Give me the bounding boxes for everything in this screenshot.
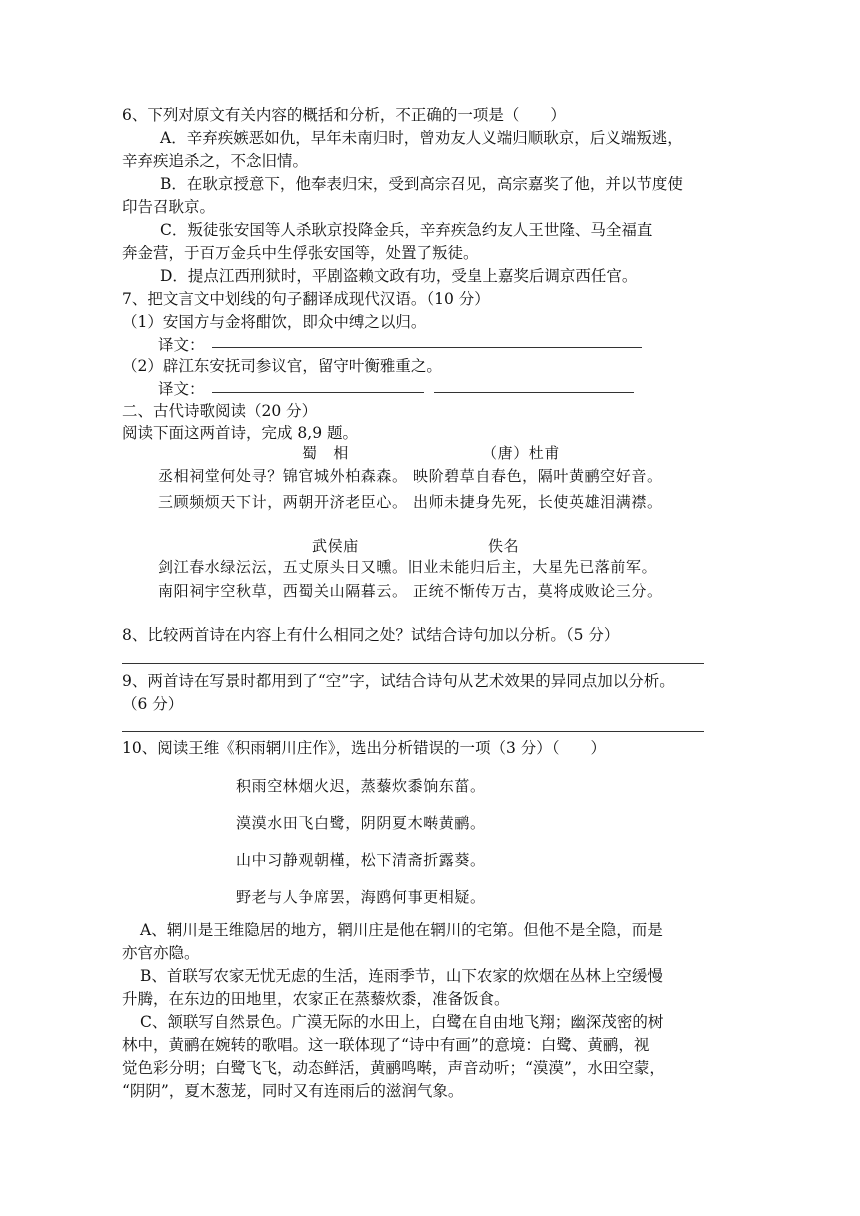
q6-option-a-line2: 辛弃疾追杀之，不念旧情。 xyxy=(122,152,309,170)
poem2-title: 武侯庙 xyxy=(312,537,359,555)
q6-option-b-line2: 印告召耿京。 xyxy=(122,198,216,216)
q7-sentence-2: （2）辟江东安抚司参议官，留守叶衡雅重之。 xyxy=(122,357,442,375)
q6-option-a-line1: A．辛弃疾嫉恶如仇，早年未南归时，曾劝友人义端归顺耿京，后义端叛逃， xyxy=(160,129,683,147)
q10-stem: 10、阅读王维《积雨辋川庄作》，选出分析错误的一项（3 分）（ ） xyxy=(122,739,607,757)
q9-stem-line2: （6 分） xyxy=(122,695,184,713)
poem1-title: 蜀 相 xyxy=(302,444,349,462)
q10-poem-line-1: 积雨空林烟火迟，蒸藜炊黍饷东菑。 xyxy=(236,777,486,795)
q10-option-c-line2: 林中，黄鹂在婉转的歌唱。这一联体现了“诗中有画”的意境：白鹭、黄鹂，视 xyxy=(122,1036,650,1054)
q6-option-d: D．提点江西刑狱时，平剧盗赖文政有功，受皇上嘉奖后调京西任官。 xyxy=(160,267,638,285)
q8-answer-line xyxy=(122,663,704,664)
q6-option-c-line1: C．叛徒张安国等人杀耿京投降金兵，辛弃疾急约友人王世隆、马全福直 xyxy=(160,221,653,239)
q7-answer-line-2a xyxy=(212,392,424,393)
poem2-line-1: 剑江春水绿沄沄，五丈原头日又曛。旧业未能归后主，大星先已落前军。 xyxy=(158,558,658,576)
q7-stem: 7、把文言文中划线的句子翻译成现代汉语。（10 分） xyxy=(122,290,490,308)
q8-stem: 8、比较两首诗在内容上有什么相同之处？试结合诗句加以分析。（5 分） xyxy=(122,626,620,644)
poem1-line-1: 丞相祠堂何处寻？锦官城外柏森森。 映阶碧草自春色，隔叶黄鹂空好音。 xyxy=(158,467,663,485)
q10-poem-line-3: 山中习静观朝槿，松下清斋折露葵。 xyxy=(236,851,486,869)
q10-option-a-line2: 亦官亦隐。 xyxy=(122,944,200,962)
q7-sentence-1: （1）安国方与金将酣饮，即众中缚之以归。 xyxy=(122,313,427,331)
q7-answer-line-1 xyxy=(212,347,642,348)
poem1-line-2: 三顾频烦天下计，两朝开济老臣心。 出师未捷身先死，长使英雄泪满襟。 xyxy=(158,493,663,511)
q6-option-b-line1: B．在耿京授意下，他奉表归宋，受到高宗召见，高宗嘉奖了他，并以节度使 xyxy=(160,175,683,193)
q10-option-b-line1: B、首联写农家无忧无虑的生活，连雨季节，山下农家的炊烟在丛林上空缓慢 xyxy=(140,967,663,985)
poem1-author: （唐）杜甫 xyxy=(482,444,561,462)
poem2-author: 佚名 xyxy=(488,537,520,555)
q10-poem-line-2: 漠漠水田飞白鹭，阴阴夏木啭黄鹂。 xyxy=(236,814,486,832)
section2-intro: 阅读下面这两首诗，完成 8,9 题。 xyxy=(122,424,359,442)
q10-option-c-line3: 觉色彩分明；白鹭飞飞，动态鲜活，黄鹂鸣啭，声音动听；“漠漠”，水田空蒙， xyxy=(122,1059,665,1077)
q7-translation-label-1: 译文： xyxy=(158,336,205,354)
q6-stem: 6、下列对原文有关内容的概括和分析，不正确的一项是（ ） xyxy=(122,106,566,124)
q9-stem-line1: 9、两首诗在写景时都用到了“空”字，试结合诗句从艺术效果的异同点加以分析。 xyxy=(122,672,675,690)
q9-answer-line xyxy=(122,731,704,732)
q10-option-c-line1: C、颔联写自然景色。广漠无际的水田上，白鹭在自由地飞翔；幽深茂密的树 xyxy=(140,1013,664,1031)
q10-option-a-line1: A、辋川是王维隐居的地方，辋川庄是他在辋川的宅第。但他不是全隐，而是 xyxy=(140,921,663,939)
q6-option-c-line2: 奔金营，于百万金兵中生俘张安国等，处置了叛徒。 xyxy=(122,244,479,262)
q7-translation-label-2: 译文： xyxy=(158,380,205,398)
q10-option-c-line4: “阴阴”，夏木葱茏，同时又有连雨后的滋润气象。 xyxy=(122,1082,464,1100)
poem2-line-2: 南阳祠宇空秋草，西蜀关山隔暮云。 正统不惭传万古，莫将成败论三分。 xyxy=(158,582,663,600)
q10-poem-line-4: 野老与人争席罢，海鸥何事更相疑。 xyxy=(236,888,486,906)
q10-option-b-line2: 升腾，在东边的田地里，农家正在蒸藜炊黍，准备饭食。 xyxy=(122,990,510,1008)
section2-heading: 二、古代诗歌阅读（20 分） xyxy=(122,402,318,420)
q7-answer-line-2b xyxy=(434,392,634,393)
